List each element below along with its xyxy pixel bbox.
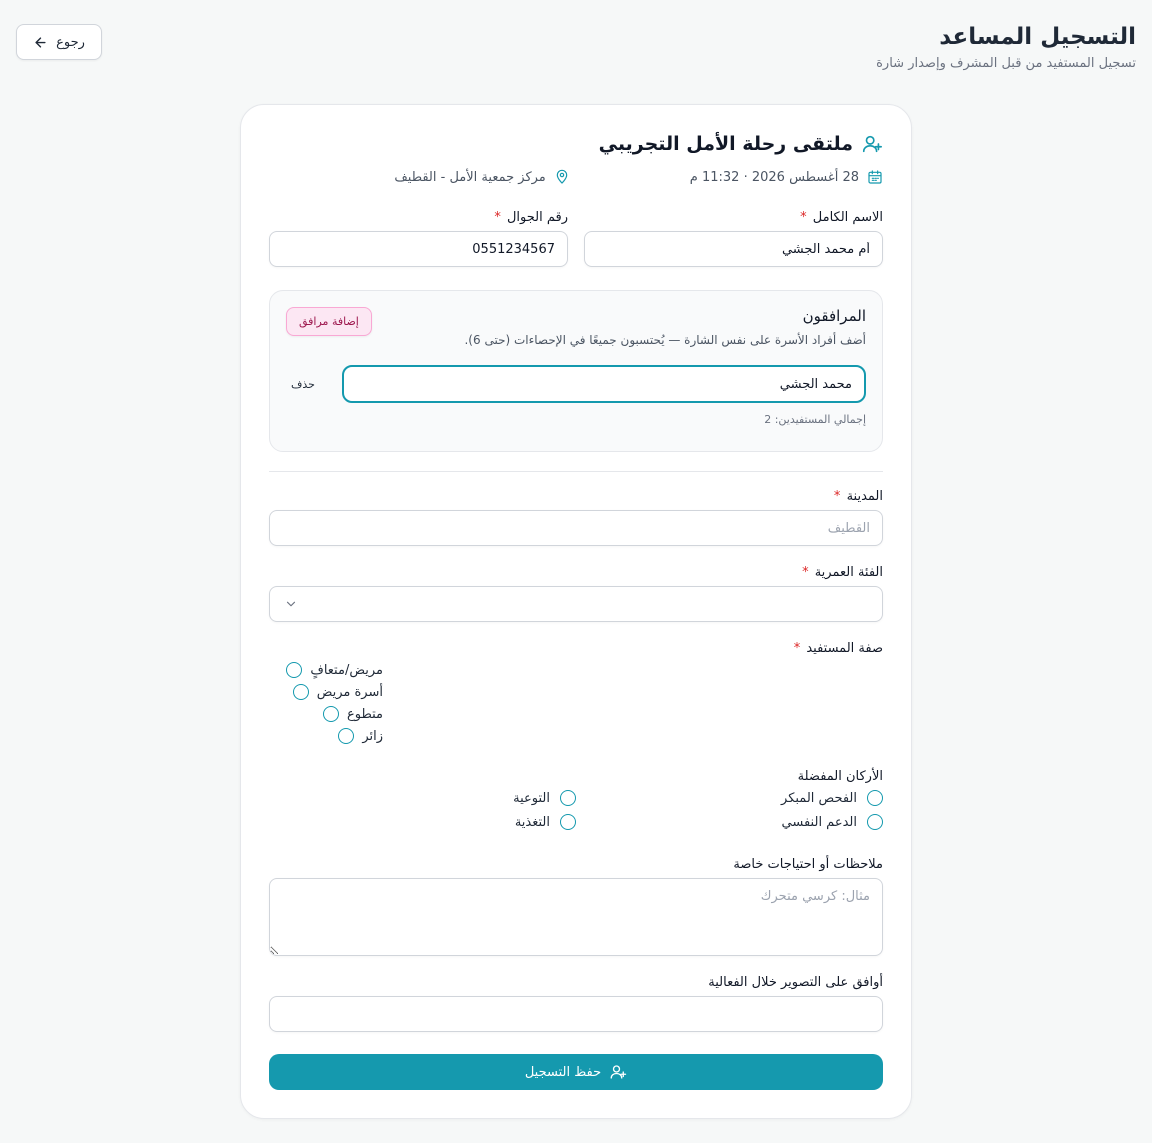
pillar-label: الدعم النفسي xyxy=(781,814,857,830)
radio-option-volunteer[interactable] xyxy=(269,706,383,722)
event-title: ملتقى رحلة الأمل التجريبي xyxy=(598,133,853,155)
city-input[interactable] xyxy=(269,510,883,546)
save-registration-button[interactable] xyxy=(269,1054,883,1090)
radio-option-patient-family[interactable] xyxy=(269,684,383,700)
photo-consent-select[interactable] xyxy=(269,996,883,1032)
radio-label: أسرة مريض xyxy=(316,684,383,700)
full-name-label: الاسم الكامل * xyxy=(800,210,883,225)
pillar-option-nutrition[interactable] xyxy=(269,814,576,830)
companion-name-input[interactable] xyxy=(342,365,866,403)
city-label: المدينة * xyxy=(833,489,883,504)
event-meta xyxy=(269,169,883,185)
event-location xyxy=(394,169,569,185)
pillar-checkbox[interactable] xyxy=(560,790,576,806)
photo-consent-group xyxy=(269,975,883,1032)
map-pin-icon xyxy=(554,169,570,185)
radio-button[interactable] xyxy=(338,728,354,744)
back-label: رجوع xyxy=(56,34,85,49)
radio-label: مريض/متعافٍ xyxy=(310,662,383,678)
pillars-label: الأركان المفضلة xyxy=(797,769,883,784)
pillar-option-awareness[interactable] xyxy=(269,790,576,806)
notes-group xyxy=(269,857,883,960)
notes-textarea[interactable] xyxy=(269,878,883,956)
registration-card xyxy=(240,104,912,1119)
beneficiary-type-options xyxy=(269,662,883,744)
age-group xyxy=(269,565,883,622)
age-group-label: الفئة العمرية * xyxy=(802,565,883,580)
pillar-checkbox[interactable] xyxy=(560,814,576,830)
radio-label: متطوع xyxy=(346,706,383,722)
radio-button[interactable] xyxy=(286,662,302,678)
beneficiary-type-group xyxy=(269,641,883,744)
companions-section xyxy=(269,290,883,452)
phone-label: رقم الجوال * xyxy=(494,210,568,225)
radio-button[interactable] xyxy=(293,684,309,700)
event-datetime-text: 28 أغسطس 2026 · 11:32 م xyxy=(689,169,859,185)
add-companion-button[interactable]: إضافة مرافق xyxy=(286,307,372,336)
arrow-left-icon xyxy=(33,35,48,50)
photo-consent-label: أوافق على التصوير خلال الفعالية xyxy=(708,975,883,990)
pillars-options xyxy=(269,790,883,830)
user-plus-icon xyxy=(609,1063,627,1081)
radio-label: زائر xyxy=(362,728,383,744)
city-group xyxy=(269,489,883,546)
event-datetime xyxy=(690,169,883,185)
event-title-row xyxy=(269,133,883,155)
pillar-label: التغذية xyxy=(514,814,550,830)
event-location-text: مركز جمعية الأمل - القطيف xyxy=(394,169,546,185)
radio-option-visitor[interactable] xyxy=(269,728,383,744)
radio-button[interactable] xyxy=(323,706,339,722)
page-header xyxy=(876,20,1136,71)
full-name-input[interactable] xyxy=(584,231,883,267)
pillar-option-early-screening[interactable] xyxy=(576,790,883,806)
section-divider xyxy=(269,471,883,472)
pillar-option-psychological-support[interactable] xyxy=(576,814,883,830)
notes-label: ملاحظات أو احتياجات خاصة xyxy=(733,857,883,872)
back-button[interactable] xyxy=(16,24,102,60)
save-label: حفظ التسجيل xyxy=(524,1064,602,1080)
full-name-group xyxy=(584,210,883,267)
pillar-checkbox[interactable] xyxy=(867,814,883,830)
name-phone-row xyxy=(269,210,883,267)
companion-row xyxy=(286,365,866,403)
companions-description: أضف أفراد الأسرة على نفس الشارة — يُحتسبون جميعًا في الإحصاءات (حتى 6). xyxy=(464,333,866,347)
companions-title: المرافقون xyxy=(802,307,866,325)
radio-option-patient[interactable] xyxy=(269,662,383,678)
page-title: التسجيل المساعد xyxy=(939,24,1136,50)
companions-text xyxy=(464,307,866,347)
pillar-checkbox[interactable] xyxy=(867,790,883,806)
delete-companion-button[interactable]: حذف xyxy=(286,378,320,391)
age-group-select[interactable] xyxy=(269,586,883,622)
calendar-icon xyxy=(867,169,883,185)
phone-group xyxy=(269,210,568,267)
user-plus-icon xyxy=(861,133,883,155)
page-subtitle: تسجيل المستفيد من قبل المشرف وإصدار شارة xyxy=(876,56,1136,71)
pillar-label: الفحص المبكر xyxy=(781,790,857,806)
pillar-label: التوعية xyxy=(513,790,550,806)
beneficiary-type-label: صفة المستفيد * xyxy=(793,641,883,656)
chevron-down-icon xyxy=(284,597,298,611)
phone-input[interactable] xyxy=(269,231,568,267)
total-beneficiaries: إجمالي المستفيدين: 2 xyxy=(764,413,866,426)
companions-header xyxy=(286,307,866,347)
pillars-group xyxy=(269,769,883,830)
